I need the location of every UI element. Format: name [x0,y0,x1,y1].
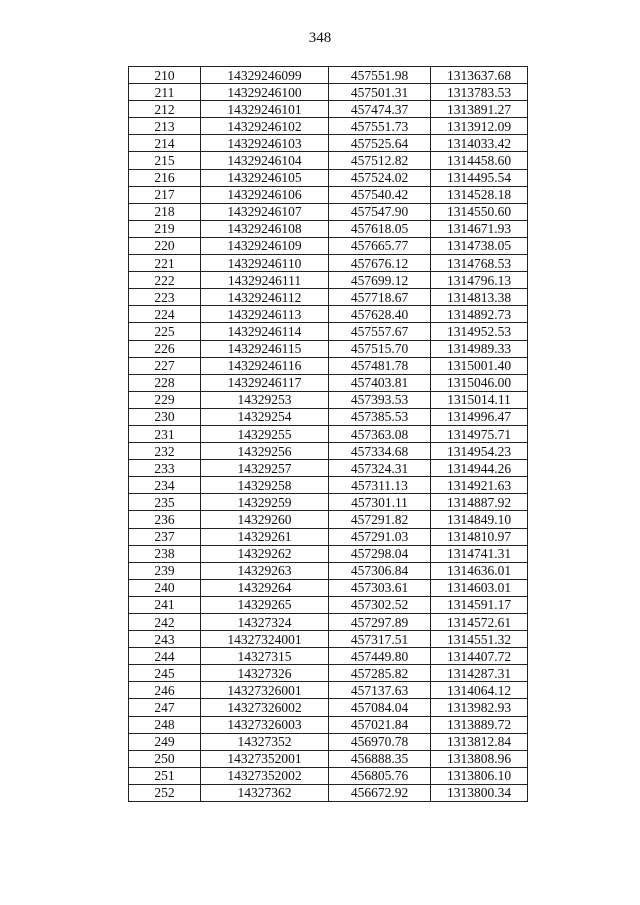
coordinates-table [128,66,528,802]
table-row [129,631,528,648]
y-coordinate-cell: 1314813.38 [431,289,528,306]
row-number-cell: 221 [129,255,201,272]
row-number-cell: 210 [129,67,201,84]
x-coordinate-cell: 457334.68 [329,443,431,460]
cadastral-id-cell: 14329246105 [201,169,329,186]
cadastral-id-cell: 14329262 [201,545,329,562]
y-coordinate-cell: 1314495.54 [431,169,528,186]
x-coordinate-cell: 457551.73 [329,118,431,135]
table-row [129,67,528,84]
row-number-cell: 251 [129,767,201,784]
row-number-cell: 211 [129,84,201,101]
x-coordinate-cell: 457551.98 [329,67,431,84]
x-coordinate-cell: 457021.84 [329,716,431,733]
x-coordinate-cell: 457291.03 [329,528,431,545]
row-number-cell: 218 [129,203,201,220]
cadastral-id-cell: 14327324 [201,614,329,631]
table-row [129,733,528,750]
row-number-cell: 234 [129,477,201,494]
table-row [129,545,528,562]
x-coordinate-cell: 457718.67 [329,289,431,306]
table-row [129,374,528,391]
row-number-cell: 228 [129,374,201,391]
table-row [129,767,528,784]
table-row [129,699,528,716]
cadastral-id-cell: 14327352001 [201,750,329,767]
row-number-cell: 233 [129,460,201,477]
x-coordinate-cell: 457302.52 [329,596,431,613]
cadastral-id-cell: 14329259 [201,494,329,511]
y-coordinate-cell: 1314738.05 [431,237,528,254]
y-coordinate-cell: 1314954.23 [431,443,528,460]
row-number-cell: 229 [129,391,201,408]
table-row [129,614,528,631]
y-coordinate-cell: 1314996.47 [431,408,528,425]
cadastral-id-cell: 14329246100 [201,84,329,101]
x-coordinate-cell: 457676.12 [329,255,431,272]
row-number-cell: 250 [129,750,201,767]
table-row [129,391,528,408]
x-coordinate-cell: 457301.11 [329,494,431,511]
y-coordinate-cell: 1313912.09 [431,118,528,135]
cadastral-id-cell: 14329261 [201,528,329,545]
y-coordinate-cell: 1313891.27 [431,101,528,118]
table-row [129,494,528,511]
row-number-cell: 225 [129,323,201,340]
row-number-cell: 240 [129,579,201,596]
x-coordinate-cell: 457557.67 [329,323,431,340]
table-row [129,340,528,357]
row-number-cell: 214 [129,135,201,152]
cadastral-id-cell: 14329246108 [201,220,329,237]
x-coordinate-cell: 457628.40 [329,306,431,323]
y-coordinate-cell: 1314551.32 [431,631,528,648]
cadastral-id-cell: 14327326003 [201,716,329,733]
table-row [129,682,528,699]
x-coordinate-cell: 457298.04 [329,545,431,562]
cadastral-id-cell: 14329246103 [201,135,329,152]
x-coordinate-cell: 456888.35 [329,750,431,767]
y-coordinate-cell: 1313783.53 [431,84,528,101]
table-row [129,101,528,118]
x-coordinate-cell: 457393.53 [329,391,431,408]
table-row [129,443,528,460]
table-row [129,784,528,801]
cadastral-id-cell: 14327362 [201,784,329,801]
y-coordinate-cell: 1313808.96 [431,750,528,767]
x-coordinate-cell: 457547.90 [329,203,431,220]
cadastral-id-cell: 14327326002 [201,699,329,716]
cadastral-id-cell: 14329257 [201,460,329,477]
row-number-cell: 241 [129,596,201,613]
y-coordinate-cell: 1315046.00 [431,374,528,391]
table-row [129,306,528,323]
x-coordinate-cell: 457512.82 [329,152,431,169]
y-coordinate-cell: 1314407.72 [431,648,528,665]
x-coordinate-cell: 457403.81 [329,374,431,391]
row-number-cell: 235 [129,494,201,511]
cadastral-id-cell: 14327352002 [201,767,329,784]
x-coordinate-cell: 457137.63 [329,682,431,699]
y-coordinate-cell: 1314741.31 [431,545,528,562]
y-coordinate-cell: 1314458.60 [431,152,528,169]
cadastral-id-cell: 14329263 [201,562,329,579]
y-coordinate-cell: 1314849.10 [431,511,528,528]
y-coordinate-cell: 1314591.17 [431,596,528,613]
x-coordinate-cell: 457524.02 [329,169,431,186]
x-coordinate-cell: 457525.64 [329,135,431,152]
table-row [129,272,528,289]
row-number-cell: 249 [129,733,201,750]
y-coordinate-cell: 1314944.26 [431,460,528,477]
row-number-cell: 231 [129,425,201,442]
y-coordinate-cell: 1313982.93 [431,699,528,716]
row-number-cell: 238 [129,545,201,562]
row-number-cell: 212 [129,101,201,118]
table-row [129,665,528,682]
x-coordinate-cell: 457481.78 [329,357,431,374]
table-row [129,255,528,272]
x-coordinate-cell: 457291.82 [329,511,431,528]
row-number-cell: 248 [129,716,201,733]
y-coordinate-cell: 1314921.63 [431,477,528,494]
cadastral-id-cell: 14329253 [201,391,329,408]
row-number-cell: 245 [129,665,201,682]
y-coordinate-cell: 1315014.11 [431,391,528,408]
table-row [129,596,528,613]
row-number-cell: 236 [129,511,201,528]
cadastral-id-cell: 14329246116 [201,357,329,374]
y-coordinate-cell: 1314810.97 [431,528,528,545]
table-row [129,357,528,374]
row-number-cell: 252 [129,784,201,801]
coordinates-table-body [129,67,528,802]
table-row [129,648,528,665]
cadastral-id-cell: 14329246115 [201,340,329,357]
table-row [129,750,528,767]
y-coordinate-cell: 1314033.42 [431,135,528,152]
cadastral-id-cell: 14327352 [201,733,329,750]
table-row [129,477,528,494]
table-row [129,84,528,101]
y-coordinate-cell: 1313800.34 [431,784,528,801]
x-coordinate-cell: 456805.76 [329,767,431,784]
table-row [129,289,528,306]
table-row [129,579,528,596]
cadastral-id-cell: 14329246101 [201,101,329,118]
y-coordinate-cell: 1313806.10 [431,767,528,784]
x-coordinate-cell: 457084.04 [329,699,431,716]
y-coordinate-cell: 1314887.92 [431,494,528,511]
row-number-cell: 222 [129,272,201,289]
x-coordinate-cell: 457306.84 [329,562,431,579]
y-coordinate-cell: 1314064.12 [431,682,528,699]
cadastral-id-cell: 14329246099 [201,67,329,84]
page-number: 348 [308,30,332,46]
row-number-cell: 224 [129,306,201,323]
y-coordinate-cell: 1314671.93 [431,220,528,237]
row-number-cell: 246 [129,682,201,699]
x-coordinate-cell: 457303.61 [329,579,431,596]
table-row [129,425,528,442]
table-row [129,203,528,220]
cadastral-id-cell: 14329265 [201,596,329,613]
x-coordinate-cell: 456672.92 [329,784,431,801]
cadastral-id-cell: 14327315 [201,648,329,665]
cadastral-id-cell: 14329246110 [201,255,329,272]
row-number-cell: 216 [129,169,201,186]
y-coordinate-cell: 1314768.53 [431,255,528,272]
cadastral-id-cell: 14329246106 [201,186,329,203]
row-number-cell: 232 [129,443,201,460]
x-coordinate-cell: 457363.08 [329,425,431,442]
row-number-cell: 220 [129,237,201,254]
row-number-cell: 239 [129,562,201,579]
row-number-cell: 244 [129,648,201,665]
cadastral-id-cell: 14329264 [201,579,329,596]
table-row [129,220,528,237]
x-coordinate-cell: 457665.77 [329,237,431,254]
row-number-cell: 223 [129,289,201,306]
cadastral-id-cell: 14329246112 [201,289,329,306]
cadastral-id-cell: 14327326 [201,665,329,682]
y-coordinate-cell: 1314989.33 [431,340,528,357]
y-coordinate-cell: 1314603.01 [431,579,528,596]
y-coordinate-cell: 1314572.61 [431,614,528,631]
row-number-cell: 227 [129,357,201,374]
row-number-cell: 237 [129,528,201,545]
cadastral-id-cell: 14329246113 [201,306,329,323]
cadastral-id-cell: 14329246109 [201,237,329,254]
y-coordinate-cell: 1314528.18 [431,186,528,203]
y-coordinate-cell: 1315001.40 [431,357,528,374]
cadastral-id-cell: 14329258 [201,477,329,494]
x-coordinate-cell: 457285.82 [329,665,431,682]
y-coordinate-cell: 1313812.84 [431,733,528,750]
cadastral-id-cell: 14327324001 [201,631,329,648]
x-coordinate-cell: 457449.80 [329,648,431,665]
cadastral-id-cell: 14329246107 [201,203,329,220]
y-coordinate-cell: 1314550.60 [431,203,528,220]
table-row [129,186,528,203]
x-coordinate-cell: 457324.31 [329,460,431,477]
cadastral-id-cell: 14329255 [201,425,329,442]
x-coordinate-cell: 457317.51 [329,631,431,648]
table-row [129,562,528,579]
row-number-cell: 213 [129,118,201,135]
table-row [129,460,528,477]
cadastral-id-cell: 14329256 [201,443,329,460]
x-coordinate-cell: 457297.89 [329,614,431,631]
x-coordinate-cell: 457474.37 [329,101,431,118]
row-number-cell: 226 [129,340,201,357]
y-coordinate-cell: 1313637.68 [431,67,528,84]
row-number-cell: 243 [129,631,201,648]
row-number-cell: 219 [129,220,201,237]
table-row [129,169,528,186]
x-coordinate-cell: 457618.05 [329,220,431,237]
table-row [129,408,528,425]
cadastral-id-cell: 14327326001 [201,682,329,699]
row-number-cell: 242 [129,614,201,631]
y-coordinate-cell: 1314952.53 [431,323,528,340]
row-number-cell: 217 [129,186,201,203]
x-coordinate-cell: 457540.42 [329,186,431,203]
cadastral-id-cell: 14329260 [201,511,329,528]
x-coordinate-cell: 457501.31 [329,84,431,101]
table-row [129,135,528,152]
cadastral-id-cell: 14329246114 [201,323,329,340]
table-row [129,152,528,169]
row-number-cell: 247 [129,699,201,716]
table-row [129,528,528,545]
cadastral-id-cell: 14329246102 [201,118,329,135]
cadastral-id-cell: 14329254 [201,408,329,425]
x-coordinate-cell: 457699.12 [329,272,431,289]
y-coordinate-cell: 1314636.01 [431,562,528,579]
x-coordinate-cell: 457385.53 [329,408,431,425]
x-coordinate-cell: 456970.78 [329,733,431,750]
y-coordinate-cell: 1313889.72 [431,716,528,733]
x-coordinate-cell: 457515.70 [329,340,431,357]
table-row [129,237,528,254]
y-coordinate-cell: 1314975.71 [431,425,528,442]
table-row [129,511,528,528]
row-number-cell: 230 [129,408,201,425]
table-row [129,716,528,733]
row-number-cell: 215 [129,152,201,169]
table-row [129,118,528,135]
y-coordinate-cell: 1314892.73 [431,306,528,323]
table-row [129,323,528,340]
y-coordinate-cell: 1314796.13 [431,272,528,289]
cadastral-id-cell: 14329246111 [201,272,329,289]
x-coordinate-cell: 457311.13 [329,477,431,494]
y-coordinate-cell: 1314287.31 [431,665,528,682]
cadastral-id-cell: 14329246104 [201,152,329,169]
cadastral-id-cell: 14329246117 [201,374,329,391]
